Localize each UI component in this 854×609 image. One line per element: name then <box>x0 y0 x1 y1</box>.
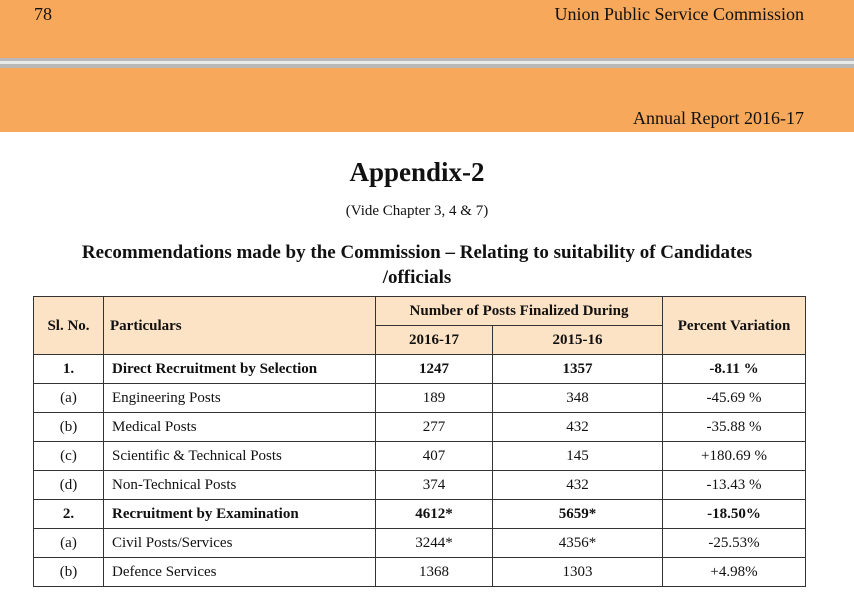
cell-2015-16: 348 <box>493 384 663 413</box>
cell-2015-16: 432 <box>493 471 663 500</box>
header-year-2016-17: 2016-17 <box>376 326 493 355</box>
cell-variation: -13.43 % <box>663 471 806 500</box>
cell-particulars: Recruitment by Examination <box>104 500 376 529</box>
cell-2015-16: 145 <box>493 442 663 471</box>
cell-particulars: Direct Recruitment by Selection <box>104 355 376 384</box>
cell-sl: (c) <box>34 442 104 471</box>
cell-sl: 1. <box>34 355 104 384</box>
header-particulars: Particulars <box>104 297 376 355</box>
cell-2016-17: 1247 <box>376 355 493 384</box>
cell-particulars: Scientific & Technical Posts <box>104 442 376 471</box>
cell-2016-17: 4612* <box>376 500 493 529</box>
recommendations-table <box>33 296 806 587</box>
table-heading: Recommendations made by the Commission – Relating to suitability of Candidates /officials <box>81 242 753 288</box>
header-posts-finalized: Number of Posts Finalized During <box>376 297 663 326</box>
cell-variation: -18.50% <box>663 500 806 529</box>
cell-2015-16: 1357 <box>493 355 663 384</box>
running-header-commission: Union Public Service Commission <box>554 4 804 24</box>
cell-2016-17: 1368 <box>376 558 493 587</box>
cell-sl: 2. <box>34 500 104 529</box>
page-number: 78 <box>34 4 52 24</box>
cell-2015-16: 1303 <box>493 558 663 587</box>
chapter-reference: (Vide Chapter 3, 4 & 7) <box>345 203 489 219</box>
cell-sl: (a) <box>34 529 104 558</box>
cell-particulars: Civil Posts/Services <box>104 529 376 558</box>
cell-2015-16: 4356* <box>493 529 663 558</box>
table-row <box>34 558 806 587</box>
cell-2015-16: 432 <box>493 413 663 442</box>
cell-2016-17: 3244* <box>376 529 493 558</box>
table-row <box>34 529 806 558</box>
header-divider <box>0 58 854 68</box>
table-row <box>34 413 806 442</box>
cell-2016-17: 407 <box>376 442 493 471</box>
table-row <box>34 442 806 471</box>
cell-variation: +4.98% <box>663 558 806 587</box>
cell-variation: -8.11 % <box>663 355 806 384</box>
cell-2015-16: 5659* <box>493 500 663 529</box>
cell-sl: (a) <box>34 384 104 413</box>
cell-variation: -25.53% <box>663 529 806 558</box>
cell-variation: -45.69 % <box>663 384 806 413</box>
cell-2016-17: 189 <box>376 384 493 413</box>
cell-2016-17: 374 <box>376 471 493 500</box>
cell-particulars: Engineering Posts <box>104 384 376 413</box>
cell-particulars: Defence Services <box>104 558 376 587</box>
cell-variation: -35.88 % <box>663 413 806 442</box>
header-year-2015-16: 2015-16 <box>493 326 663 355</box>
table-row <box>34 500 806 529</box>
cell-sl: (d) <box>34 471 104 500</box>
cell-particulars: Medical Posts <box>104 413 376 442</box>
cell-sl: (b) <box>34 413 104 442</box>
table-row <box>34 355 806 384</box>
cell-variation: +180.69 % <box>663 442 806 471</box>
running-header-report: Annual Report 2016-17 <box>633 108 804 128</box>
header-sl-no: Sl. No. <box>34 297 104 355</box>
table-row <box>34 384 806 413</box>
appendix-title: Appendix-2 <box>349 157 485 187</box>
cell-2016-17: 277 <box>376 413 493 442</box>
cell-sl: (b) <box>34 558 104 587</box>
header-percent-variation: Percent Variation <box>663 297 806 355</box>
cell-particulars: Non-Technical Posts <box>104 471 376 500</box>
table-row <box>34 471 806 500</box>
